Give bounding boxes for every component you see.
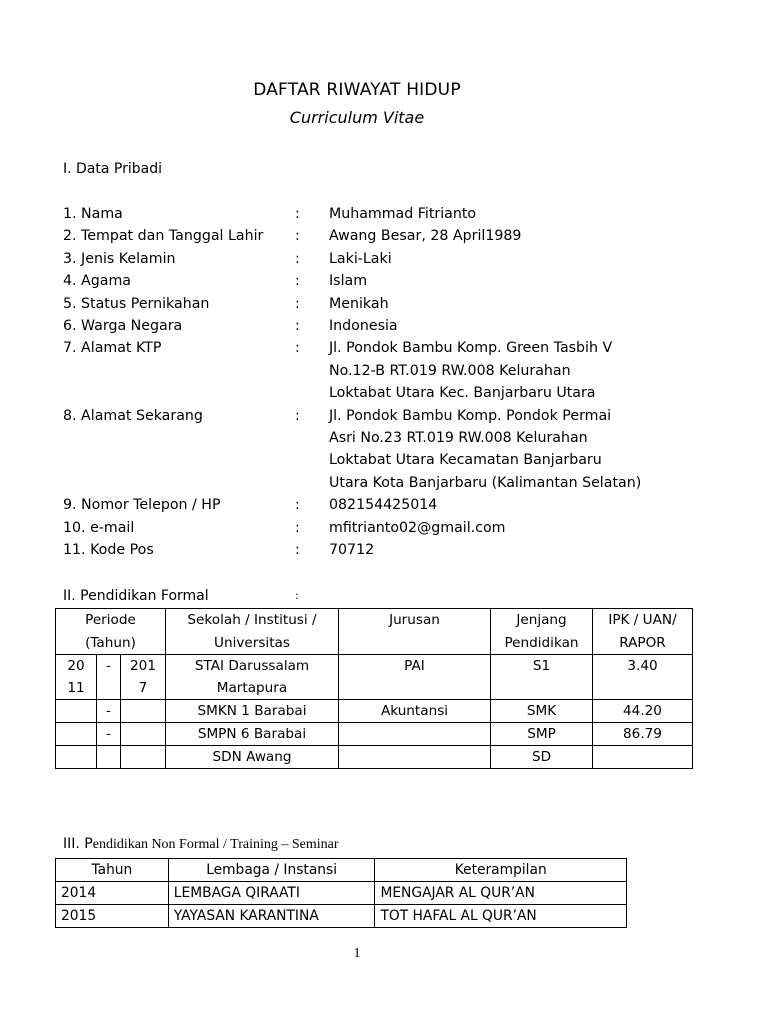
field-value-line: Muhammad Fitrianto <box>329 206 477 222</box>
field-value-line: No.12-B RT.019 RW.008 Kelurahan <box>329 362 571 379</box>
header-jurusan: Jurusan <box>339 609 491 655</box>
field-label: 8. Alamat Sekarang <box>63 407 203 424</box>
cell-start-year <box>56 746 97 769</box>
field-colon: : <box>295 497 300 514</box>
cell-major: Akuntansi <box>339 700 491 723</box>
cell-end-year <box>121 723 166 746</box>
document-title: DAFTAR RIWAYAT HIDUP <box>253 80 461 100</box>
field-value <box>329 225 709 247</box>
field-value <box>329 494 709 516</box>
cell-score <box>593 746 693 769</box>
field-value-line: mfitrianto02@gmail.com <box>329 519 506 536</box>
cell-level: S1 <box>491 655 593 700</box>
field-value-line: Islam <box>329 273 368 290</box>
field-value-line: Menikah <box>329 295 389 312</box>
field-value-line: Utara Kota Banjarbaru (Kalimantan Selatan) <box>329 474 642 491</box>
field-value <box>329 517 709 539</box>
cell-level: SMK <box>491 700 593 723</box>
field-value-line: Indonesia <box>329 318 398 334</box>
cell-score: 86.79 <box>593 723 693 746</box>
cell-dash: - <box>97 700 121 723</box>
cell-start-year: 20 11 <box>56 655 97 700</box>
cell-skill: MENGAJAR AL QUR’AN <box>375 882 627 905</box>
cell-school: STAI Darussalam Martapura <box>166 655 339 700</box>
field-value-line: Loktabat Utara Kecamatan Banjarbaru <box>329 452 602 469</box>
page-number: 1 <box>353 946 361 961</box>
field-label: 7. Alamat KTP <box>63 340 162 357</box>
section-heading-personal: I. Data Pribadi <box>63 161 162 177</box>
header-keterampilan: Keterampilan <box>375 859 627 882</box>
cell-level: SMP <box>491 723 593 746</box>
nonformal-heading-rest: endidikan Non Formal / Training – Seminar <box>92 837 339 852</box>
field-value-line: Asri No.23 RT.019 RW.008 Kelurahan <box>329 429 588 446</box>
section-heading-formal-education <box>63 588 299 604</box>
field-colon: : <box>295 407 300 424</box>
field-label: 2. Tempat dan Tanggal Lahir <box>63 228 264 245</box>
field-label: 4. Agama <box>63 273 131 290</box>
field-value <box>329 539 709 561</box>
table-row <box>56 655 693 700</box>
table-row <box>56 723 693 746</box>
field-value-line: Awang Besar, 28 April1989 <box>329 228 522 245</box>
formal-education-heading-text: II. Pendidikan Formal <box>63 588 209 604</box>
field-value-line: Jl. Pondok Bambu Komp. Pondok Permai <box>329 407 612 424</box>
cell-year: 2014 <box>56 882 169 905</box>
field-label: 5. Status Pernikahan <box>63 295 210 312</box>
cell-score: 3.40 <box>593 655 693 700</box>
field-label: 3. Jenis Kelamin <box>63 250 176 267</box>
cell-score: 44.20 <box>593 700 693 723</box>
cell-start-year <box>56 700 97 723</box>
table-row <box>56 700 693 723</box>
header-nilai: IPK / UAN/ RAPOR <box>593 609 693 655</box>
field-colon: : <box>295 318 300 334</box>
cell-school: SDN Awang <box>166 746 339 769</box>
table-header-row <box>56 609 693 655</box>
field-value-line: 70712 <box>329 542 375 558</box>
field-value-line: Loktabat Utara Kec. Banjarbaru Utara <box>329 385 596 402</box>
cell-dash: - <box>97 655 121 700</box>
field-value-line: Jl. Pondok Bambu Komp. Green Tasbih V <box>329 340 613 357</box>
cell-end-year: 201 7 <box>121 655 166 700</box>
formal-education-table <box>55 608 693 769</box>
cell-major <box>339 746 491 769</box>
table-header-row <box>56 859 627 882</box>
cell-end-year <box>121 700 166 723</box>
cell-major <box>339 723 491 746</box>
formal-education-colon: : <box>295 589 299 602</box>
cell-year: 2015 <box>56 905 169 928</box>
cell-dash <box>97 746 121 769</box>
field-value <box>329 293 709 315</box>
field-label: 10. e-mail <box>63 519 135 536</box>
field-value <box>329 248 709 270</box>
cell-school: SMPN 6 Barabai <box>166 723 339 746</box>
cell-dash: - <box>97 723 121 746</box>
field-value-line: Laki-Laki <box>329 250 392 267</box>
header-sekolah: Sekolah / Institusi / Universitas <box>166 609 339 655</box>
header-tahun: Tahun <box>56 859 169 882</box>
section-heading-nonformal <box>63 836 339 853</box>
field-colon: : <box>295 519 300 536</box>
field-colon: : <box>295 228 300 245</box>
field-colon: : <box>295 206 300 222</box>
header-periode: Periode (Tahun) <box>56 609 166 655</box>
field-value <box>329 270 709 292</box>
table-row <box>56 905 627 928</box>
table-row <box>56 882 627 905</box>
nonformal-heading-bold: III. P <box>63 836 93 852</box>
field-colon: : <box>295 340 300 357</box>
cell-institution: LEMBAGA QIRAATI <box>168 882 375 905</box>
cell-school: SMKN 1 Barabai <box>166 700 339 723</box>
field-value-line: 082154425014 <box>329 497 438 514</box>
cell-end-year <box>121 746 166 769</box>
header-lembaga: Lembaga / Instansi <box>168 859 375 882</box>
header-jenjang: Jenjang Pendidikan <box>491 609 593 655</box>
field-value <box>329 203 709 225</box>
field-value <box>329 337 709 404</box>
document-subtitle: Curriculum Vitae <box>289 108 425 127</box>
cell-skill: TOT HAFAL AL QUR’AN <box>375 905 627 928</box>
field-label: 1. Nama <box>63 206 123 222</box>
field-colon: : <box>295 250 300 267</box>
field-label: 11. Kode Pos <box>63 542 154 558</box>
cell-major: PAI <box>339 655 491 700</box>
field-colon: : <box>295 273 300 290</box>
field-label: 9. Nomor Telepon / HP <box>63 497 221 514</box>
table-row <box>56 746 693 769</box>
cell-level: SD <box>491 746 593 769</box>
field-label: 6. Warga Negara <box>63 318 183 334</box>
cell-start-year <box>56 723 97 746</box>
field-colon: : <box>295 295 300 312</box>
cell-institution: YAYASAN KARANTINA <box>168 905 375 928</box>
field-value <box>329 315 709 337</box>
field-value <box>329 405 709 495</box>
training-table <box>55 858 627 928</box>
field-colon: : <box>295 542 300 558</box>
